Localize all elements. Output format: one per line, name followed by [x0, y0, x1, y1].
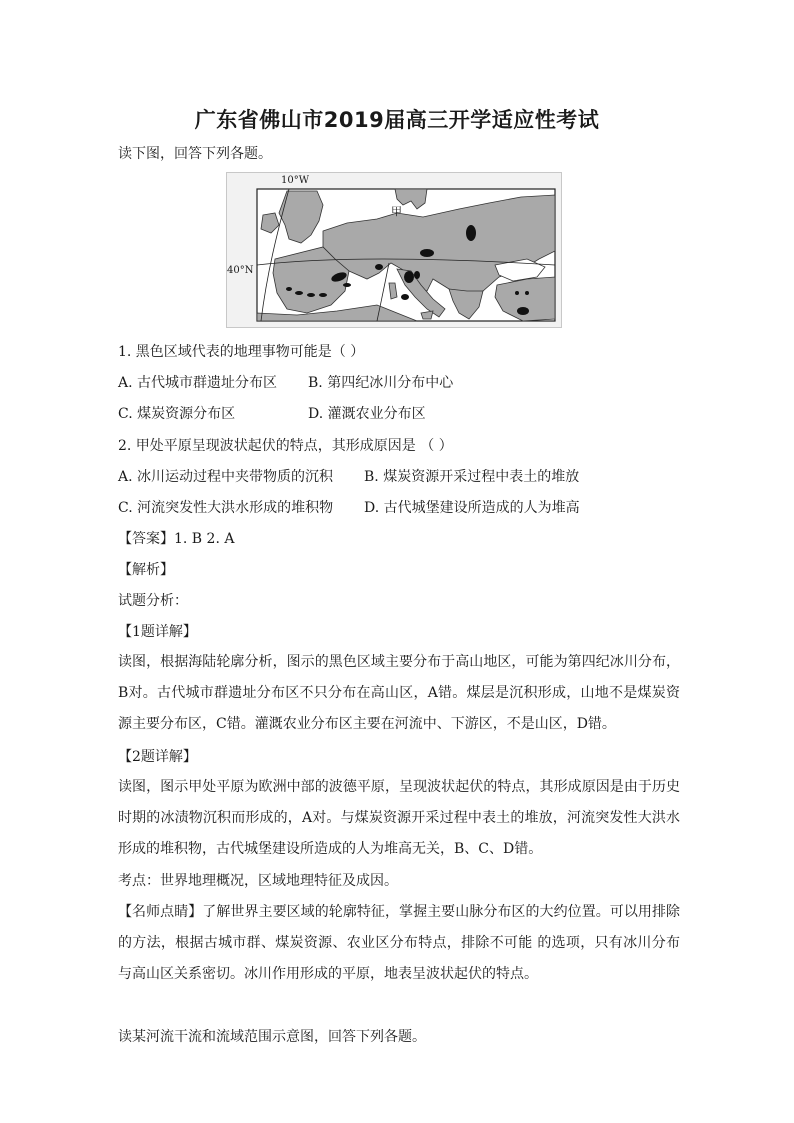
glacier-blob: [295, 291, 303, 295]
q2-options-row-1: [118, 467, 579, 487]
analysis-heading: 【解析】: [118, 562, 174, 578]
q2-option-c: C. 河流突发性大洪水形成的堆积物: [118, 500, 334, 516]
q1-options-row-2: [118, 404, 426, 424]
glacier-blob: [286, 287, 292, 291]
q1-detail-text: 读图，根据海陆轮廓分析，图示的黑色区域主要分布于高山地区，可能为第四纪冰川分布，B对。古代城市群遗址分布区不只分布在高山区，A错。煤层是沉积形成，山地不是煤炭资源主要分布区，C错。灌溉农业分布区主要在河流中、下游区，不是山区，D错。: [118, 654, 680, 732]
glacier-blob: [515, 291, 519, 295]
q1-option-a: A. 古代城市群遗址分布区: [118, 375, 278, 391]
glacier-blob: [466, 225, 476, 241]
label-latitude: 40°N: [227, 265, 254, 276]
glacier-blob: [404, 271, 414, 283]
q1-option-d: D. 灌溉农业分布区: [308, 406, 426, 422]
q2-detail-heading: 【2题详解】: [118, 749, 197, 765]
glacier-blob: [525, 291, 529, 295]
kaodian-text: 考点：世界地理概况，区域地理特征及成因。: [118, 873, 398, 889]
q1-option-c: C. 煤炭资源分布区: [118, 406, 236, 422]
glacier-blob: [319, 293, 327, 297]
q1-options-row-1: [118, 373, 453, 393]
next-question-intro: 读某河流干流和流域范围示意图，回答下列各题。: [118, 1029, 426, 1045]
q2-option-b: B. 煤炭资源开采过程中表土的堆放: [364, 469, 580, 485]
q1-option-b: B. 第四纪冰川分布中心: [308, 375, 454, 391]
label-longitude: 10°W: [281, 175, 310, 186]
europe-map-figure: [226, 172, 562, 328]
europe-map-svg: [227, 173, 561, 327]
document-title: 广东省佛山市2019届高三开学适应性考试: [194, 108, 600, 132]
q2-stem: 2. 甲处平原呈现波状起伏的特点，其形成原因是 （ ）: [118, 438, 453, 454]
glacier-blob: [401, 294, 409, 300]
intro-text: 读下图，回答下列各题。: [118, 146, 272, 162]
q1-stem: 1. 黑色区域代表的地理事物可能是（ ）: [118, 344, 365, 360]
q2-detail-text: 读图，图示甲处平原为欧洲中部的波德平原，呈现波状起伏的特点，其形成原因是由于历史时期的冰渍物沉积而形成的，A对。与煤炭资源开采过程中表土的堆放，河流突发性大洪水形成的堆积物，古代城堡建设所造成的人为堆高无关，B、C、D错。: [118, 779, 680, 857]
q1-detail-heading: 【1题详解】: [118, 624, 197, 640]
glacier-blob: [414, 271, 420, 279]
q2-option-a: A. 冰川运动过程中夹带物质的沉积: [118, 469, 334, 485]
glacier-blob: [517, 307, 529, 315]
analysis-intro: 试题分析：: [118, 593, 188, 609]
q2-option-d: D. 古代城堡建设所造成的人为堆高: [364, 500, 580, 516]
glacier-blob: [307, 293, 315, 297]
answer-line: 【答案】1. B 2. A: [118, 531, 235, 547]
label-jia: 甲: [391, 205, 402, 218]
glacier-blob: [375, 264, 383, 270]
q2-options-row-2: [118, 498, 580, 518]
teacher-note-text: 【名师点睛】了解世界主要区域的轮廓特征，掌握主要山脉分布区的大约位置。可以用排除的方法，根据古城市群、煤炭资源、农业区分布特点，排除不可能 的选项，只有冰川分布与高山区关系密切。冰川作用形成的平原，地表呈波状起伏的特点。: [118, 904, 680, 982]
glacier-blob: [420, 249, 434, 257]
glacier-blob: [343, 283, 351, 287]
